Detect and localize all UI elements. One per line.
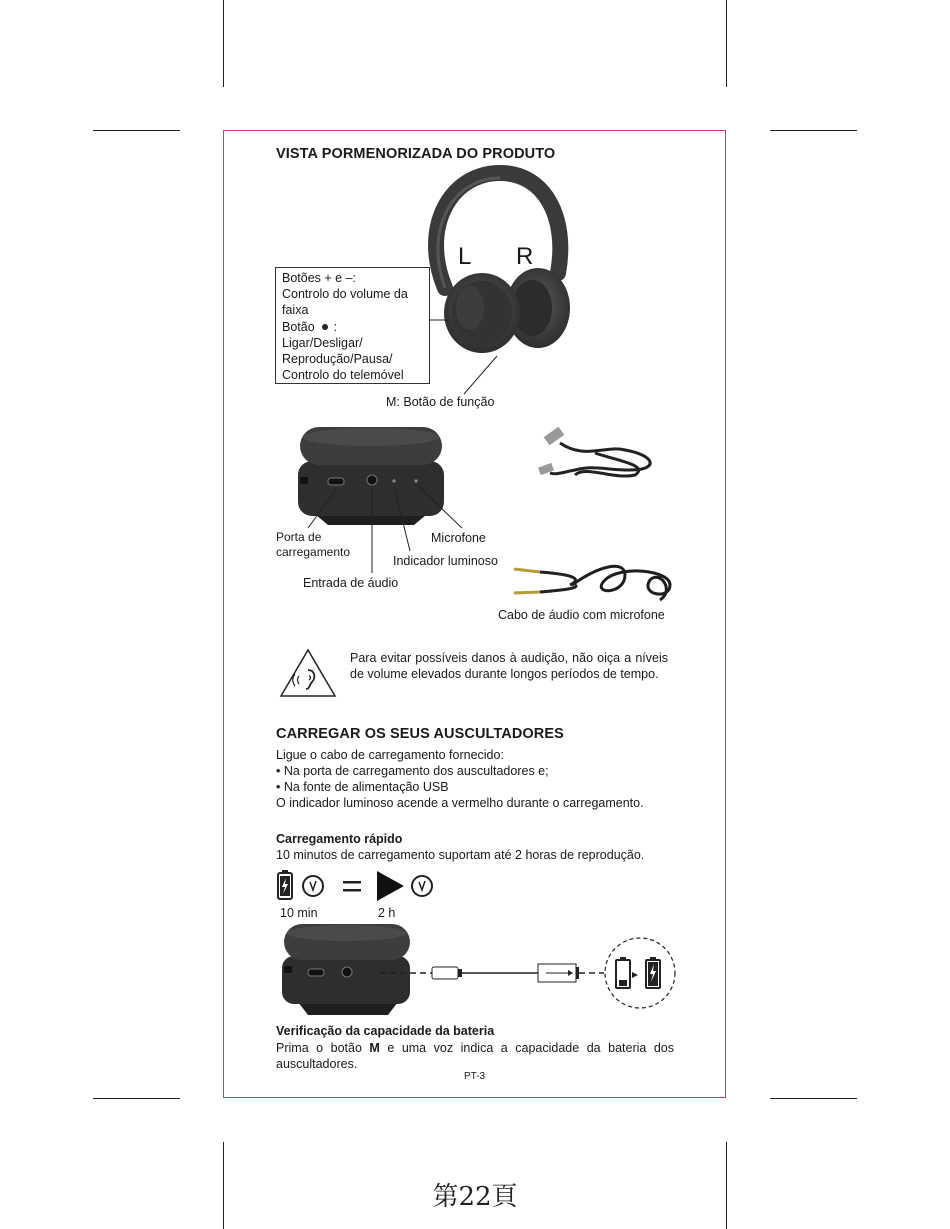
fast-charge-diagram: [276, 870, 441, 902]
label-left: L: [458, 243, 472, 270]
microphone-label: Microfone: [431, 531, 486, 545]
m-button-label: M: Botão de função: [386, 395, 495, 409]
port-label-line-2: carregamento: [276, 545, 351, 559]
port-label-line-1: Porta de: [276, 530, 322, 544]
charging-instructions: [276, 747, 686, 811]
controls-line-5: Ligar/Desligar/: [282, 335, 363, 350]
equals-icon: [343, 881, 361, 892]
battery-check-text-after: e uma voz indica a capacidade da bateria dos auscultadores.: [276, 1041, 675, 1071]
charging-line-4: O indicador luminoso acende a vermelho durante o carregamento.: [276, 796, 644, 810]
controls-line-2: Controlo do volume da: [282, 287, 408, 302]
clock-icon: [303, 876, 323, 896]
controls-line-6: Reprodução/Pausa/: [282, 352, 393, 367]
label-right: R: [516, 243, 534, 270]
controls-line-4-text: Botão: [282, 319, 315, 334]
page-code: PT-3: [464, 1071, 486, 1082]
usb-cable-image: [535, 425, 660, 485]
section-title-charging: CARREGAR OS SEUS AUSCULTADORES: [276, 726, 564, 742]
controls-line-4-suffix: :: [333, 319, 338, 334]
charging-line-1: Ligue o cabo de carregamento fornecido:: [276, 748, 504, 762]
battery-check-title: Verificação da capacidade da bateria: [276, 1024, 495, 1038]
controls-line-7: Controlo do telemóvel: [282, 368, 404, 383]
play-icon: [377, 871, 404, 901]
hearing-warning-icon: [279, 648, 337, 698]
port-label: [276, 530, 350, 560]
battery-check-text: [276, 1040, 674, 1072]
section-title-product-view: VISTA PORMENORIZADA DO PRODUTO: [276, 146, 556, 162]
clock-icon-2: [412, 876, 432, 896]
warning-text: Para evitar possíveis danos à audição, não oiça a níveis de volume elevados durante longos períodos de tempo.: [350, 651, 668, 681]
audio-cable-image: [510, 560, 675, 605]
controls-line-1: Botões + e –:: [282, 271, 357, 285]
audio-input-label: Entrada de áudio: [303, 576, 399, 590]
charging-line-2: • Na porta de carregamento dos auscultadores e;: [276, 764, 549, 778]
fast-charge-title: Carregamento rápido: [276, 832, 403, 846]
fast-charge-text: 10 minutos de carregamento suportam até 2 horas de reprodução.: [276, 848, 645, 862]
battery-check-text-before: Prima o botão: [276, 1041, 370, 1055]
charging-diagram: [280, 920, 680, 1020]
fast-charge-left-label: 10 min: [280, 906, 318, 920]
indicator-label: Indicador luminoso: [393, 554, 498, 568]
charging-line-3: • Na fonte de alimentação USB: [276, 780, 449, 794]
battery-check-text-bold: M: [369, 1041, 380, 1055]
audio-cable-label: Cabo de áudio com microfone: [498, 608, 665, 622]
battery-charging-icon: [278, 870, 292, 899]
page-number: 第22頁: [432, 1182, 518, 1212]
controls-line-3: faixa: [282, 303, 309, 318]
fast-charge-right-label: 2 h: [378, 906, 396, 920]
